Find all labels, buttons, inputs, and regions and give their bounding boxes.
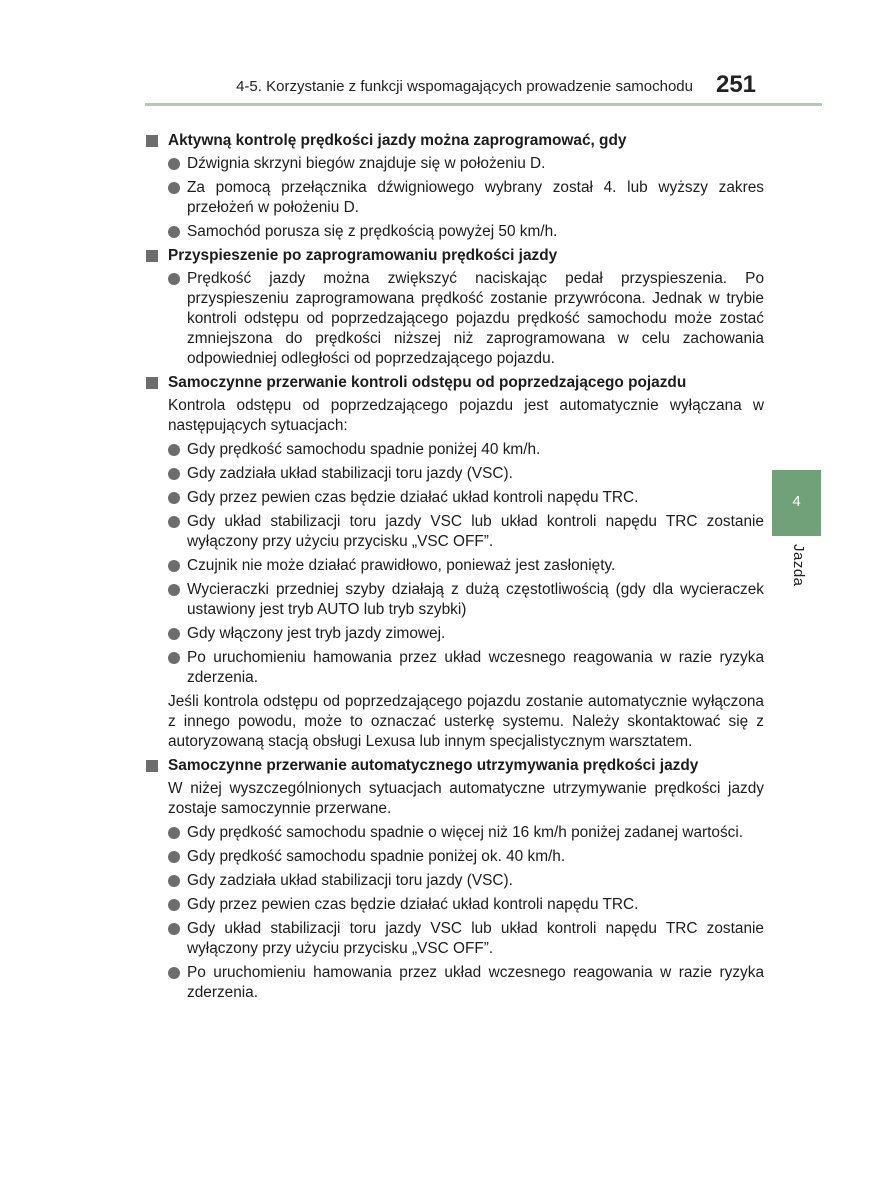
list-item-text: Czujnik nie może działać prawidłowo, ponieważ jest zasłonięty.	[187, 557, 616, 574]
list-item-text: Gdy włączony jest tryb jazdy zimowej.	[187, 625, 446, 642]
list-item	[146, 154, 764, 174]
bullet-dot-icon	[168, 899, 180, 911]
section-outro: Jeśli kontrola odstępu od poprzedzającego pojazdu zostanie automatycznie wyłączona z innego powodu, może to oznaczać usterkę systemu. Należy skontaktować się z autoryzowaną stacją obsługi Lexusa lub innym specjalistycznym warsztatem.	[168, 693, 764, 750]
chapter-tab	[772, 470, 821, 536]
square-bullet-icon	[146, 250, 158, 262]
bullet-dot-icon	[168, 273, 180, 285]
list-item-text: Prędkość jazdy można zwiększyć naciskając pedał przyspieszenia. Po przyspieszeniu zaprogramowana prędkość zostanie przywrócona. Jednak w trybie kontroli odstępu od poprzedzającego pojazdu prędkość samochodu może zostać zmniejszona do prędkości niższej niż zaprogramowana w celu zachowania odpowiedniej odległości od poprzedzającego pojazdu.	[187, 270, 764, 367]
bullet-list	[146, 269, 764, 369]
list-item-text: Gdy prędkość samochodu spadnie poniżej 40 km/h.	[187, 441, 541, 458]
section-heading-text: Samoczynne przerwanie automatycznego utrzymywania prędkości jazdy	[168, 757, 699, 774]
list-item	[146, 963, 764, 1003]
bullet-dot-icon	[168, 875, 180, 887]
list-item	[146, 823, 764, 843]
section-heading-text: Przyspieszenie po zaprogramowaniu prędkości jazdy	[168, 247, 558, 264]
list-item-text: Gdy przez pewien czas będzie działać układ kontroli napędu TRC.	[187, 896, 639, 913]
list-item-text: Gdy zadziała układ stabilizacji toru jazdy (VSC).	[187, 465, 513, 482]
list-item	[146, 648, 764, 688]
bullet-dot-icon	[168, 652, 180, 664]
bullet-dot-icon	[168, 628, 180, 640]
list-item-text: Po uruchomieniu hamowania przez układ wczesnego reagowania w razie ryzyka zderzenia.	[187, 649, 764, 686]
list-item-text: Gdy układ stabilizacji toru jazdy VSC lub układ kontroli napędu TRC zostanie wyłączony przy użyciu przycisku „VSC OFF”.	[187, 513, 764, 550]
list-item	[146, 178, 764, 218]
list-item-text: Za pomocą przełącznika dźwigniowego wybrany został 4. lub wyższy zakres przełożeń w położeniu D.	[187, 179, 764, 216]
list-item	[146, 624, 764, 644]
section-acceleration	[146, 246, 764, 369]
list-item	[146, 488, 764, 508]
section-speed-control-cancel	[146, 756, 764, 1003]
list-item	[146, 464, 764, 484]
bullet-dot-icon	[168, 923, 180, 935]
list-item-text: Gdy prędkość samochodu spadnie o więcej niż 16 km/h poniżej zadanej wartości.	[187, 824, 744, 841]
list-item-text: Gdy prędkość samochodu spadnie poniżej ok. 40 km/h.	[187, 848, 566, 865]
page-header-title: 4-5. Korzystanie z funkcji wspomagających prowadzenie samochodu	[236, 78, 693, 95]
section-intro: W niżej wyszczególnionych sytuacjach automatyczne utrzymywanie prędkości jazdy zostaje samoczynnie przerwane.	[168, 780, 764, 817]
bullet-dot-icon	[168, 827, 180, 839]
section-heading	[146, 373, 764, 393]
section-heading-text: Samoczynne przerwanie kontroli odstępu od poprzedzającego pojazdu	[168, 374, 687, 391]
section-distance-control-cancel	[146, 373, 764, 752]
page-content	[146, 131, 764, 1007]
page-number: 251	[715, 71, 757, 98]
bullet-dot-icon	[168, 967, 180, 979]
bullet-list	[146, 154, 764, 242]
section-intro: Kontrola odstępu od poprzedzającego pojazdu jest automatycznie wyłączana w następujących sytuacjach:	[168, 397, 764, 434]
bullet-dot-icon	[168, 182, 180, 194]
list-item-text: Po uruchomieniu hamowania przez układ wczesnego reagowania w razie ryzyka zderzenia.	[187, 964, 764, 1001]
list-item	[146, 269, 764, 369]
bullet-list	[146, 823, 764, 1003]
header-divider	[145, 103, 822, 106]
list-item	[146, 919, 764, 959]
bullet-dot-icon	[168, 851, 180, 863]
list-item	[146, 580, 764, 620]
chapter-number: 4	[792, 493, 801, 510]
section-heading	[146, 756, 764, 776]
section-heading-text: Aktywną kontrolę prędkości jazdy można zaprogramować, gdy	[168, 132, 627, 149]
list-item	[146, 895, 764, 915]
bullet-dot-icon	[168, 444, 180, 456]
bullet-dot-icon	[168, 560, 180, 572]
list-item	[146, 512, 764, 552]
bullet-dot-icon	[168, 226, 180, 238]
list-item	[146, 847, 764, 867]
bullet-dot-icon	[168, 158, 180, 170]
bullet-dot-icon	[168, 516, 180, 528]
list-item-text: Wycieraczki przedniej szyby działają z dużą częstotliwością (gdy dla wycieraczek ustawiony jest tryb AUTO lub tryb szybki)	[187, 581, 764, 618]
section-heading	[146, 246, 764, 266]
list-item-text: Samochód porusza się z prędkością powyżej 50 km/h.	[187, 223, 558, 240]
list-item	[146, 440, 764, 460]
section-activation-conditions	[146, 131, 764, 242]
square-bullet-icon	[146, 377, 158, 389]
list-item	[146, 222, 764, 242]
chapter-label: Jazda	[790, 544, 807, 587]
list-item-text: Gdy układ stabilizacji toru jazdy VSC lub układ kontroli napędu TRC zostanie wyłączony przy użyciu przycisku „VSC OFF”.	[187, 920, 764, 957]
bullet-dot-icon	[168, 492, 180, 504]
bullet-dot-icon	[168, 584, 180, 596]
list-item	[146, 556, 764, 576]
bullet-list	[146, 440, 764, 688]
list-item-text: Gdy zadziała układ stabilizacji toru jazdy (VSC).	[187, 872, 513, 889]
list-item-text: Gdy przez pewien czas będzie działać układ kontroli napędu TRC.	[187, 489, 639, 506]
section-heading	[146, 131, 764, 151]
bullet-dot-icon	[168, 468, 180, 480]
square-bullet-icon	[146, 135, 158, 147]
list-item-text: Dźwignia skrzyni biegów znajduje się w położeniu D.	[187, 155, 546, 172]
list-item	[146, 871, 764, 891]
square-bullet-icon	[146, 760, 158, 772]
